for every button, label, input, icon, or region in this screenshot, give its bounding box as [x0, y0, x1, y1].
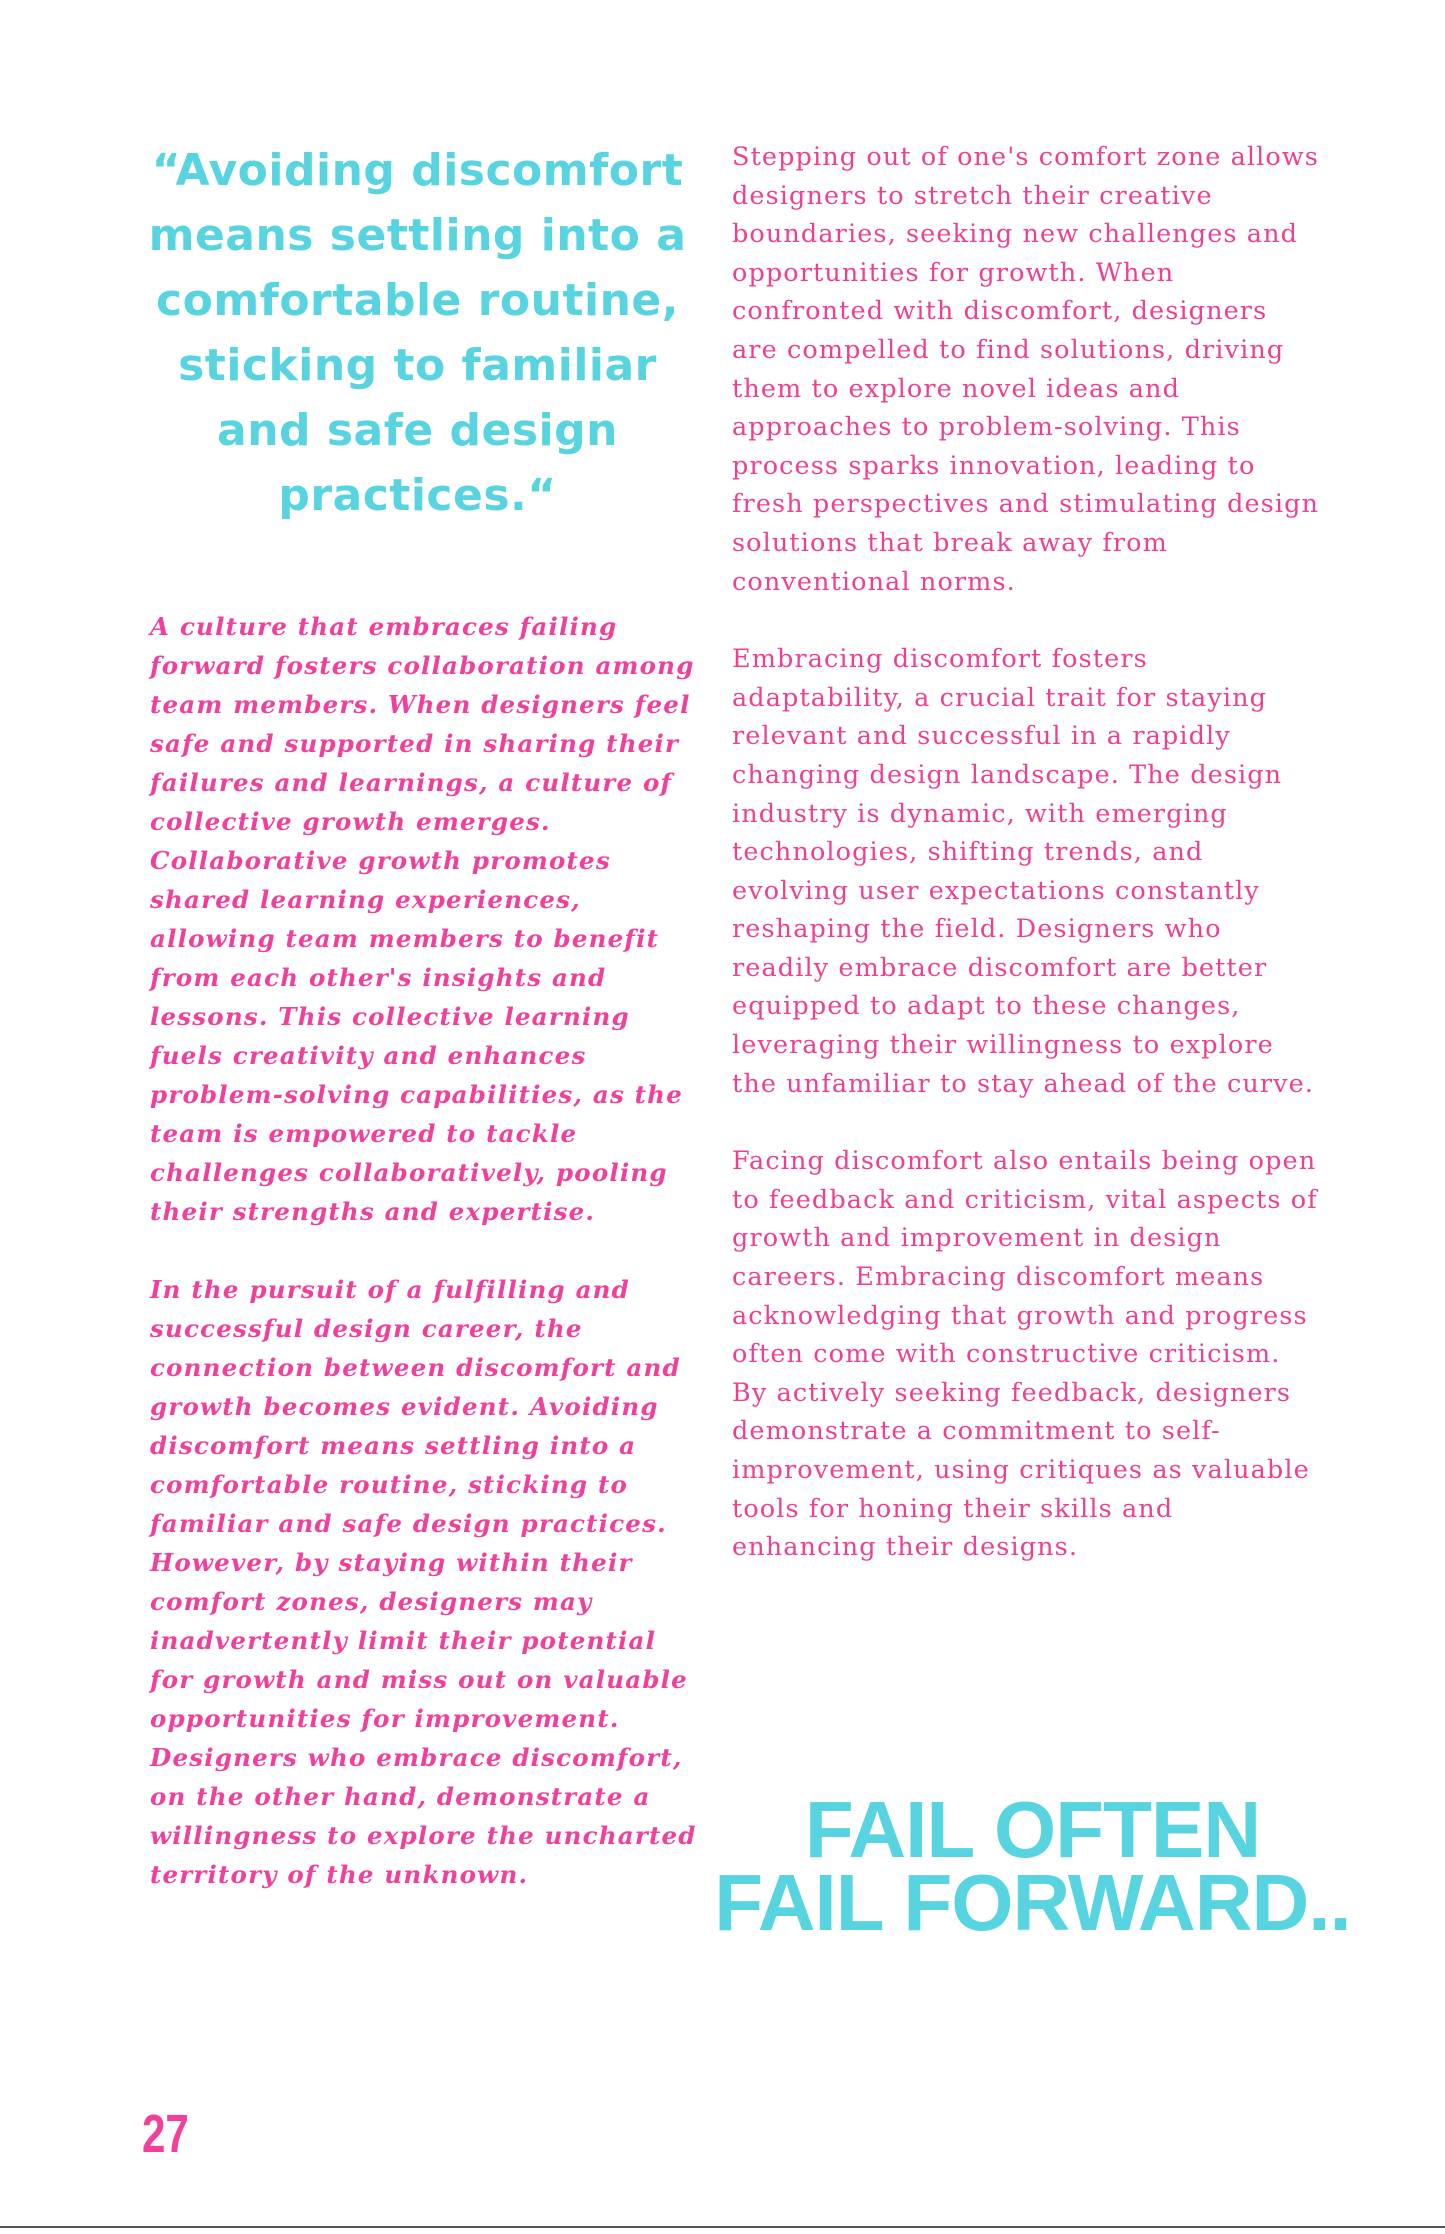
closing-heading [705, 1785, 1360, 1947]
right-paragraph-3: Facing discomfort also entails being open to feedback and criticism, vital aspects of growth and improvement in design careers. Embracing discomfort means acknowledging that growth and progress often come with constructive criticism. By actively seeking feedback, designers demonstrate a commitment to self-improvement, using critiques as valuable tools for honing their skills and enhancing their designs. [732, 1146, 1318, 1563]
right-column [732, 138, 1322, 1606]
left-paragraph-2: In the pursuit of a fulfilling and successful design career, the connection between discomfort and growth becomes evident. Avoiding discomfort means settling into a comfortable routine, sticking to familiar and safe design practices. However, by staying within their comfort zones, designers may inadvertently limit their potential for growth and miss out on valuable opportunities for improvement. Designers who embrace discomfort, on the other hand, demonstrate a willingness to explore the uncharted territory of the unknown. [150, 1275, 697, 1889]
closing-heading-line-2: FAIL FORWARD.. [714, 1858, 1351, 1947]
page-number: 27 [142, 2104, 189, 2164]
left-paragraph-1: A culture that embraces failing forward fosters collaboration among team members. When designers feel safe and supported in sharing their failures and learnings, a culture of collective growth emerges. Collaborative growth promotes shared learning experiences, allowing team members to benefit from each other's insights and lessons. This collective learning fuels creativity and enhances problem-solving capabilities, as the team is empowered to tackle challenges collaboratively, pooling their strengths and expertise. [150, 612, 695, 1226]
pull-quote: “Avoiding discomfort means settling into a comfortable routine, sticking to familiar and safe design practices.“ [148, 145, 687, 521]
bottom-divider [0, 2226, 1445, 2228]
left-column [150, 607, 705, 1933]
right-paragraph-1: Stepping out of one's comfort zone allows designers to stretch their creative boundaries, seeking new challenges and opportunities for growth. When confronted with discomfort, designers are compelled to find solutions, driving them to explore novel ideas and approaches to problem-solving. This process sparks innovation, leading to fresh perspectives and stimulating design solutions that break away from conventional norms. [732, 142, 1320, 597]
closing-heading-line-1: FAIL OFTEN [804, 1785, 1261, 1874]
right-paragraph-2: Embracing discomfort fosters adaptability, a crucial trait for staying relevant and successful in a rapidly changing design landscape. The design industry is dynamic, with emerging technologies, shifting trends, and evolving user expectations constantly reshaping the field. Designers who readily embrace discomfort are better equipped to adapt to these changes, leveraging their willingness to explore the unfamiliar to stay ahead of the curve. [732, 644, 1315, 1099]
